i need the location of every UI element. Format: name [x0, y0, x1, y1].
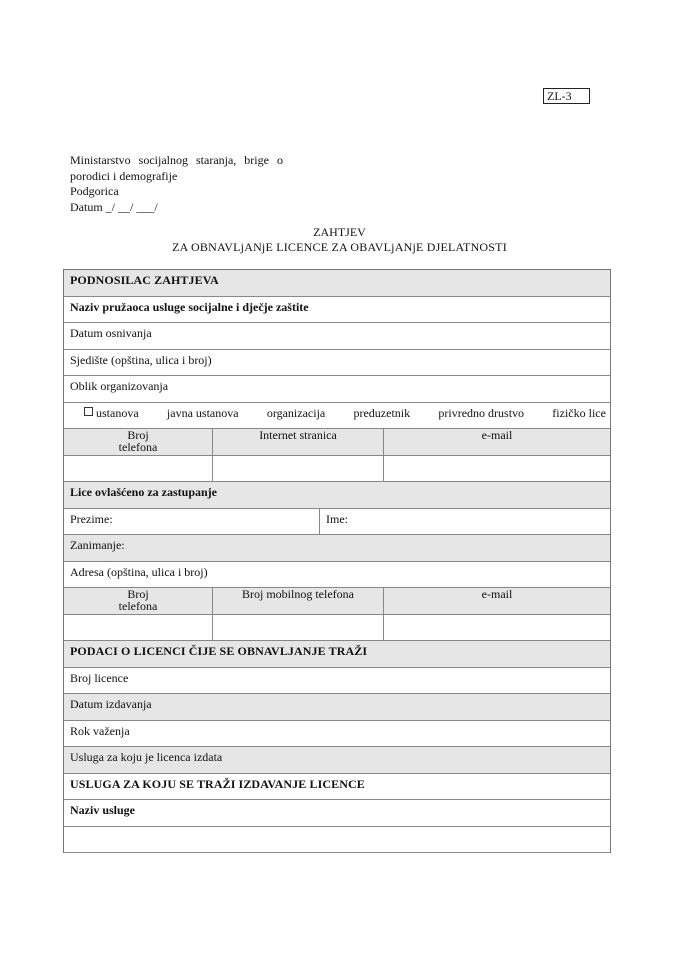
rep-address-label: Adresa (opština, ulica i broj)	[70, 564, 208, 579]
validity-field[interactable]	[64, 721, 610, 748]
phone-input[interactable]	[64, 456, 213, 482]
option-preduzetnik[interactable]: preduzetnik	[353, 405, 411, 420]
provider-name-field[interactable]	[64, 297, 610, 324]
service-name-label: Naziv usluge	[70, 803, 136, 817]
seat-field[interactable]	[64, 350, 610, 377]
org-form-field	[64, 376, 610, 403]
option-privredno-drustvo[interactable]: privredno drustvo	[438, 405, 525, 420]
licence-number-label: Broj licence	[70, 670, 129, 685]
seat-label: Sjedište (opština, ulica i broj)	[70, 352, 212, 367]
section-service	[64, 774, 610, 801]
licence-number-field[interactable]	[64, 668, 610, 695]
document-subtitle: ZA OBNAVLjANjE LICENCE ZA OBAVLjANjE DJELATNOSTI	[172, 240, 507, 254]
issue-date-label: Datum izdavanja	[70, 697, 152, 711]
section-applicant	[64, 270, 610, 297]
applicant-contact-values	[64, 456, 610, 483]
web-header: Internet stranica	[213, 429, 384, 455]
address-line-1: Ministarstvo socijalnog staranja, brige o	[70, 153, 283, 167]
application-form	[63, 269, 611, 853]
recipient-address	[70, 153, 283, 215]
email-header: e-mail	[481, 428, 513, 442]
rep-address-field[interactable]	[64, 562, 610, 589]
section-service-label: USLUGA ZA KOJU SE TRAŽI IZDAVANJE LICENCE	[70, 776, 365, 791]
web-input[interactable]	[213, 456, 384, 482]
option-ustanova[interactable]: ustanova	[84, 406, 139, 421]
checkbox[interactable]	[84, 407, 93, 416]
founding-date-label: Datum osnivanja	[70, 326, 152, 340]
address-line-2: porodici i demografije	[70, 168, 178, 183]
occupation-field[interactable]	[64, 535, 610, 562]
rep-mobile-input[interactable]	[213, 615, 384, 641]
section-representative-label: Lice ovlašćeno za zastupanje	[70, 485, 217, 499]
email-input[interactable]	[384, 456, 610, 482]
occupation-label: Zanimanje:	[70, 538, 125, 552]
option-organizacija[interactable]: organizacija	[266, 405, 326, 420]
provider-name-label: Naziv pružaoca usluge socijalne i dječje zaštite	[70, 299, 309, 314]
applicant-contact-header	[64, 429, 610, 456]
option-javna-ustanova[interactable]: javna ustanova	[166, 405, 239, 420]
licensed-service-label: Usluga za koju je licenca izdata	[70, 750, 223, 764]
issue-date-field[interactable]	[64, 694, 610, 721]
section-representative	[64, 482, 610, 509]
document-title: ZAHTJEV	[313, 225, 366, 239]
phone-header: Broj telefona	[64, 429, 213, 455]
option-fizicko-lice[interactable]: fizičko lice	[552, 405, 606, 420]
service-name-field[interactable]	[64, 800, 610, 827]
licensed-service-field[interactable]	[64, 747, 610, 774]
address-line-3: Podgorica	[70, 184, 119, 198]
rep-mobile-header: Broj mobilnog telefona	[213, 588, 384, 614]
rep-email-header: e-mail	[481, 587, 513, 601]
section-licence	[64, 641, 610, 668]
rep-phone-header: Broj telefona	[64, 588, 213, 614]
rep-name-row	[64, 509, 610, 536]
rep-phone-input[interactable]	[64, 615, 213, 641]
org-form-label: Oblik organizovanja	[70, 379, 169, 393]
date-field[interactable]: Datum _/ __/ ___/	[70, 199, 158, 214]
rep-email-input[interactable]	[384, 615, 610, 641]
rep-contact-values	[64, 615, 610, 642]
surname-field[interactable]: Prezime:	[64, 509, 320, 535]
section-licence-label: PODACI O LICENCI ČIJE SE OBNAVLJANJE TRAŽI	[70, 644, 368, 658]
service-name-input[interactable]	[64, 827, 610, 854]
form-code: ZL-3	[543, 88, 590, 104]
rep-contact-header	[64, 588, 610, 615]
validity-label: Rok važenja	[70, 723, 130, 738]
founding-date-field[interactable]	[64, 323, 610, 350]
org-form-options	[64, 403, 610, 430]
first-name-field[interactable]: Ime:	[326, 511, 348, 526]
section-applicant-label: PODNOSILAC ZAHTJEVA	[70, 273, 219, 287]
